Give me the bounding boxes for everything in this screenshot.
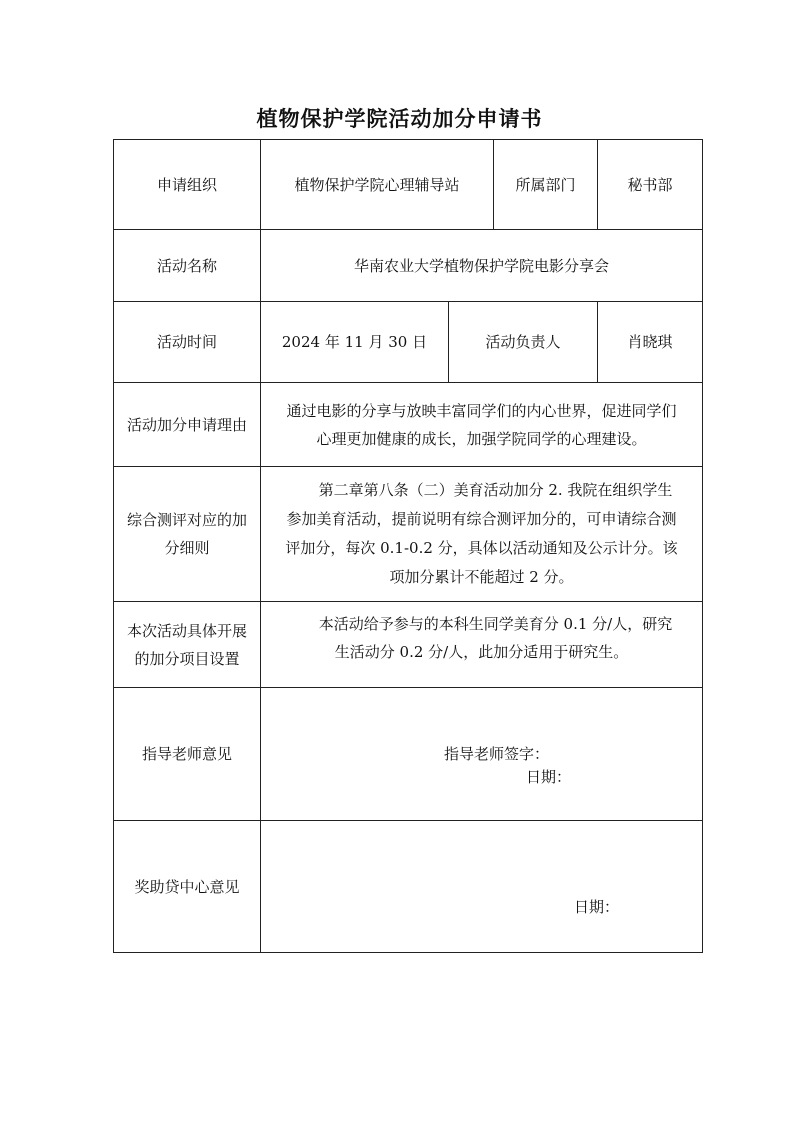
table-border-right bbox=[702, 139, 703, 953]
leader-value: 肖晓琪 bbox=[627, 333, 673, 351]
rules-label-line: 分细则 bbox=[164, 539, 210, 557]
rules-line: 参加美育活动，提前说明有综合测评加分的，可申请综合测 bbox=[286, 510, 677, 528]
rules-line: 评加分，每次 0.1-0.2 分，具体以活动通知及公示计分。该 bbox=[285, 539, 678, 557]
leader-label: 活动负责人 bbox=[485, 333, 561, 351]
setting-label-line: 的加分项目设置 bbox=[134, 649, 240, 668]
org-label: 申请组织 bbox=[156, 175, 217, 194]
activity-time-value: 2024 年 11 月 30 日 bbox=[281, 333, 428, 351]
page-title: 植物保护学院活动加分申请书 bbox=[256, 107, 543, 131]
table-border-bottom bbox=[113, 952, 703, 953]
rules-line: 第二章第八条（二）美育活动加分 2. 我院在组织学生 bbox=[318, 481, 673, 499]
dept-label: 所属部门 bbox=[515, 175, 576, 194]
aid-center-label: 奖助贷中心意见 bbox=[134, 877, 240, 896]
setting-label bbox=[114, 602, 260, 687]
reason-label: 活动加分申请理由 bbox=[126, 415, 247, 434]
rules-value bbox=[261, 467, 702, 601]
dept-value: 秘书部 bbox=[627, 175, 673, 194]
advisor-label: 指导老师意见 bbox=[141, 745, 232, 763]
rules-line: 项加分累计不能超过 2 分。 bbox=[389, 568, 574, 586]
reason-line: 心理更加健康的成长，加强学院同学的心理建设。 bbox=[316, 429, 647, 448]
setting-label-line: 本次活动具体开展 bbox=[126, 621, 247, 640]
activity-name-value: 华南农业大学植物保护学院电影分享会 bbox=[353, 256, 609, 275]
rules-label bbox=[114, 467, 260, 601]
aid-center-date-label: 日期： bbox=[574, 898, 620, 916]
setting-value bbox=[261, 602, 702, 687]
activity-name-label: 活动名称 bbox=[156, 256, 217, 275]
reason-line: 通过电影的分享与放映丰富同学们的内心世界，促进同学们 bbox=[286, 401, 677, 420]
setting-line: 生活动分 0.2 分/人，此加分适用于研究生。 bbox=[334, 643, 629, 661]
rules-label-line: 综合测评对应的加 bbox=[126, 511, 247, 529]
setting-line: 本活动给予参与的本科生同学美育分 0.1 分/人，研究 bbox=[318, 615, 673, 633]
activity-time-label: 活动时间 bbox=[156, 333, 217, 351]
org-value: 植物保护学院心理辅导站 bbox=[294, 175, 460, 194]
reason-value bbox=[261, 383, 702, 466]
advisor-date-label: 日期： bbox=[526, 768, 572, 786]
advisor-signature-label: 指导老师签字： bbox=[444, 745, 550, 763]
